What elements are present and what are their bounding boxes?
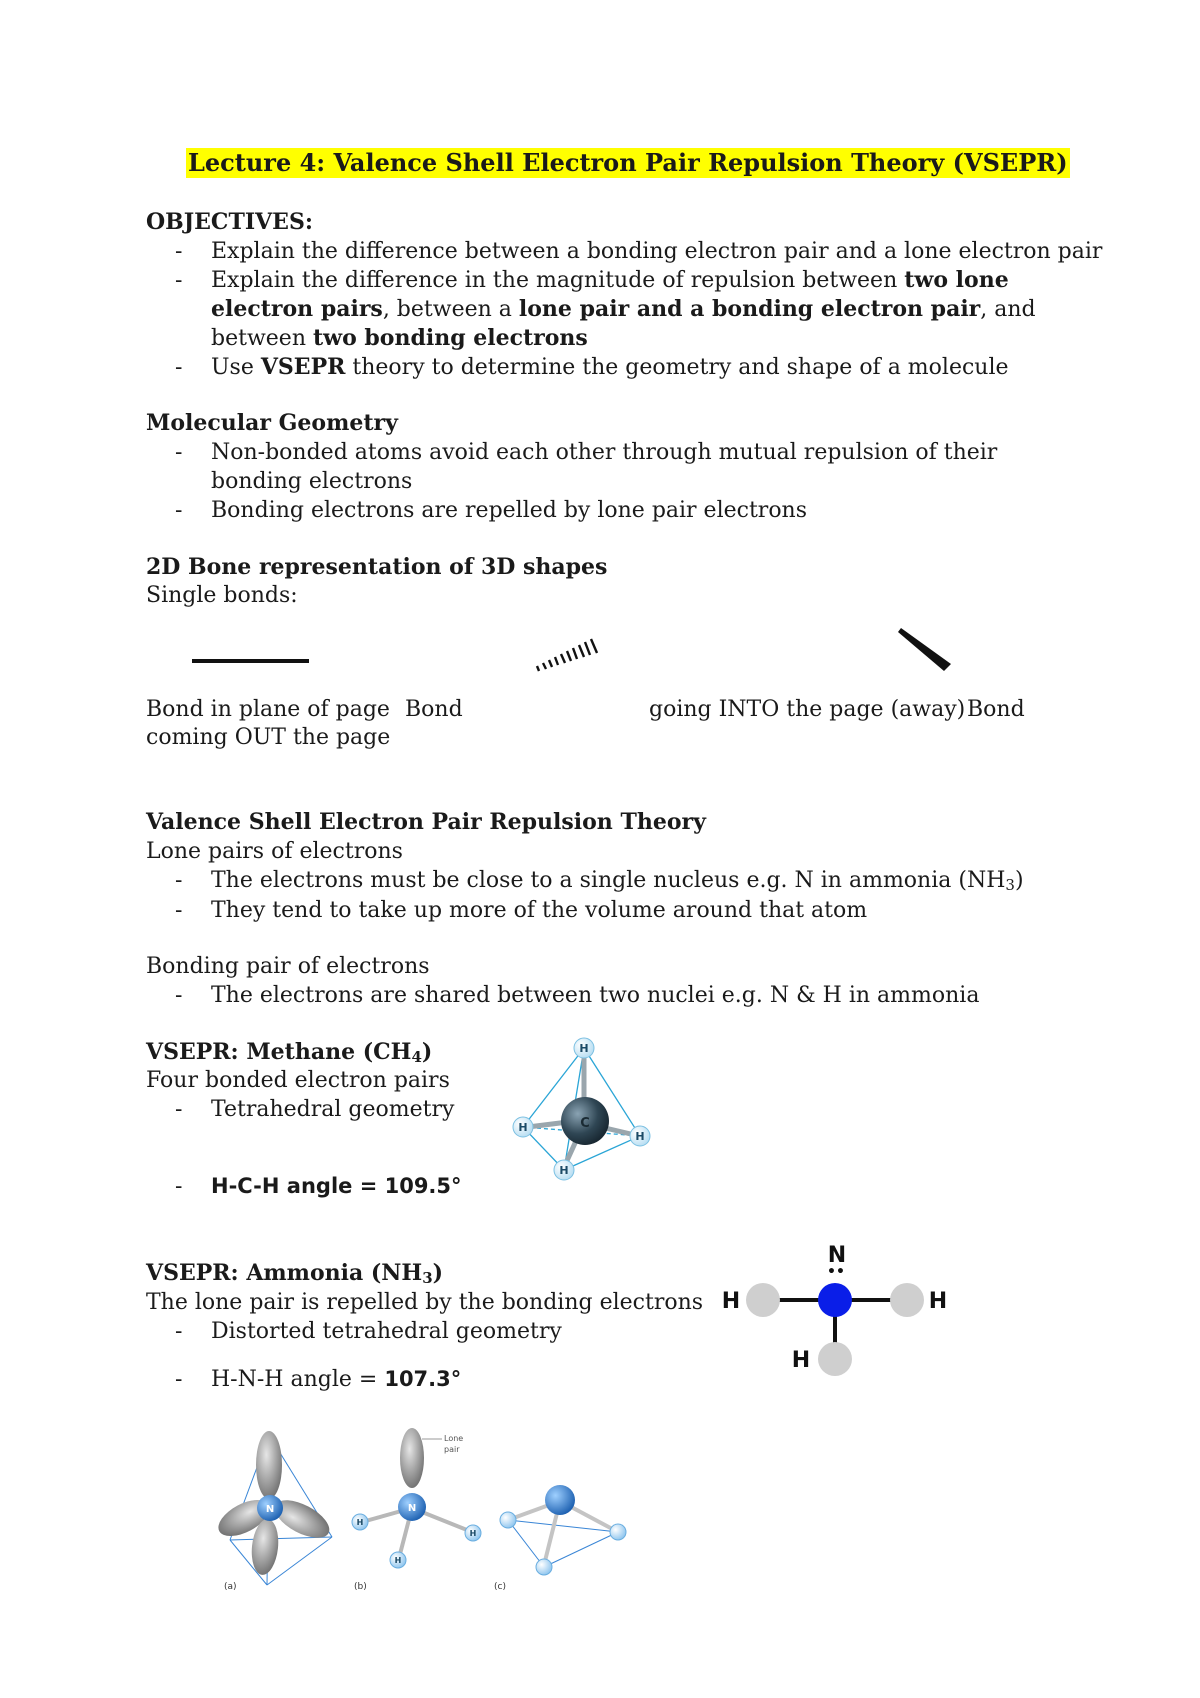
single-bonds-label: Single bonds: [146, 583, 298, 608]
methane-tetrahedron-figure [505, 1035, 665, 1185]
bullet-dash: - [175, 1174, 183, 1199]
bonding-pair-heading: Bonding pair of electrons [146, 954, 430, 979]
ammonia-item-1: Distorted tetrahedral geometry [211, 1319, 562, 1344]
svg-text:H: H [579, 1042, 589, 1055]
bullet-dash: - [175, 268, 183, 293]
ammonia-structure-figure [715, 1240, 960, 1380]
svg-text:••: •• [827, 1264, 845, 1280]
bond-caption-5: coming OUT the page [146, 725, 391, 750]
nitrogen-atom-icon [545, 1485, 575, 1515]
lone-pair-item-2: They tend to take up more of the volume around that atom [211, 898, 868, 923]
bullet-dash: - [175, 983, 183, 1008]
svg-text:H: H [635, 1130, 645, 1143]
hydrogen-atom-icon [890, 1283, 924, 1317]
objective-item-1: Explain the difference between a bonding electron pair and a lone electron pair [211, 239, 1103, 264]
bone-heading: 2D Bone representation of 3D shapes [146, 554, 608, 580]
svg-text:pair: pair [444, 1445, 460, 1454]
lone-pair-item-1: The electrons must be close to a single nucleus e.g. N in ammonia $(NH_3)$ [211, 868, 1024, 894]
solid-wedge-bond-icon [898, 628, 951, 671]
svg-text:(b): (b) [354, 1582, 367, 1592]
hydrogen-atom-icon [746, 1283, 780, 1317]
lone-pairs-heading: Lone pairs of electrons [146, 839, 403, 864]
bond-symbols [0, 620, 1200, 680]
bullet-dash: - [175, 355, 183, 380]
hydrogen-atom-icon [610, 1524, 626, 1540]
methane-heading: VSEPR: Methane $(CH_4)$ [146, 1039, 433, 1066]
objective-item-3: Use VSEPR theory to determine the geometry and shape of a molecule [211, 354, 1009, 380]
svg-text:(a): (a) [224, 1582, 237, 1592]
bond-caption-4: Bond [967, 697, 1025, 722]
vsepr-heading: Valence Shell Electron Pair Repulsion Theory [146, 809, 706, 835]
page-title: Lecture 4: Valence Shell Electron Pair Repulsion Theory (VSEPR) [188, 148, 1068, 177]
orbital-diagram-a [213, 1431, 335, 1592]
bullet-dash: - [175, 898, 183, 923]
svg-text:N: N [407, 1503, 417, 1514]
objectives-heading: OBJECTIVES: [146, 209, 313, 235]
ammonia-orbital-figure [210, 1425, 640, 1595]
bullet-dash: - [175, 1097, 183, 1122]
bullet-dash: - [175, 868, 183, 893]
ammonia-heading: VSEPR: Ammonia $(NH_3)$ [146, 1260, 444, 1287]
bullet-dash: - [175, 498, 183, 523]
bullet-dash: - [175, 1367, 183, 1392]
svg-text:H: H [791, 1348, 811, 1373]
geometry-item-1: Non-bonded atoms avoid each other through mutual repulsion of their bonding electrons [211, 440, 998, 494]
svg-text:N: N [265, 1504, 275, 1515]
bullet-dash: - [175, 1319, 183, 1344]
bond-caption-1: Bond in plane of page [146, 697, 390, 722]
methane-item-1: Tetrahedral geometry [211, 1097, 455, 1122]
ammonia-line-1: The lone pair is repelled by the bonding electrons [146, 1290, 704, 1315]
hashed-wedge-bond-icon [537, 639, 597, 671]
nitrogen-atom-icon [818, 1283, 852, 1317]
hydrogen-atom-icon [536, 1559, 552, 1575]
svg-text:H: H [469, 1529, 477, 1538]
hydrogen-atom-icon [500, 1512, 516, 1528]
svg-text:H: H [928, 1289, 948, 1314]
hydrogen-atom-icon [818, 1342, 852, 1376]
svg-text:H: H [394, 1556, 402, 1565]
bond-caption-3: going INTO the page (away) [649, 697, 966, 722]
orbital-diagram-b [352, 1428, 481, 1592]
svg-text:H: H [559, 1164, 569, 1177]
svg-text:Lone: Lone [444, 1434, 464, 1443]
ammonia-item-2: H-N-H angle = 107.3° [211, 1367, 462, 1392]
molecular-geometry-heading: Molecular Geometry [146, 410, 398, 436]
bullet-dash: - [175, 440, 183, 465]
objective-item-2: Explain the difference in the magnitude of repulsion between two lone electron pairs, between a lone pair and a bonding electron pair, and between two bonding electrons [211, 267, 1036, 351]
methane-item-2: H-C-H angle = 109.5° [211, 1174, 462, 1198]
bond-caption-2: Bond [405, 697, 463, 722]
svg-text:(c): (c) [494, 1582, 506, 1592]
bonding-pair-item-1: The electrons are shared between two nuclei e.g. N & H in ammonia [211, 983, 980, 1008]
methane-line-1: Four bonded electron pairs [146, 1068, 450, 1093]
orbital-diagram-c [494, 1485, 626, 1592]
bullet-dash: - [175, 239, 183, 264]
svg-text:N: N [827, 1243, 847, 1268]
geometry-item-2: Bonding electrons are repelled by lone pair electrons [211, 498, 808, 523]
svg-text:H: H [518, 1121, 528, 1134]
svg-text:C: C [580, 1116, 590, 1131]
svg-text:H: H [721, 1289, 741, 1314]
svg-text:H: H [356, 1518, 364, 1527]
